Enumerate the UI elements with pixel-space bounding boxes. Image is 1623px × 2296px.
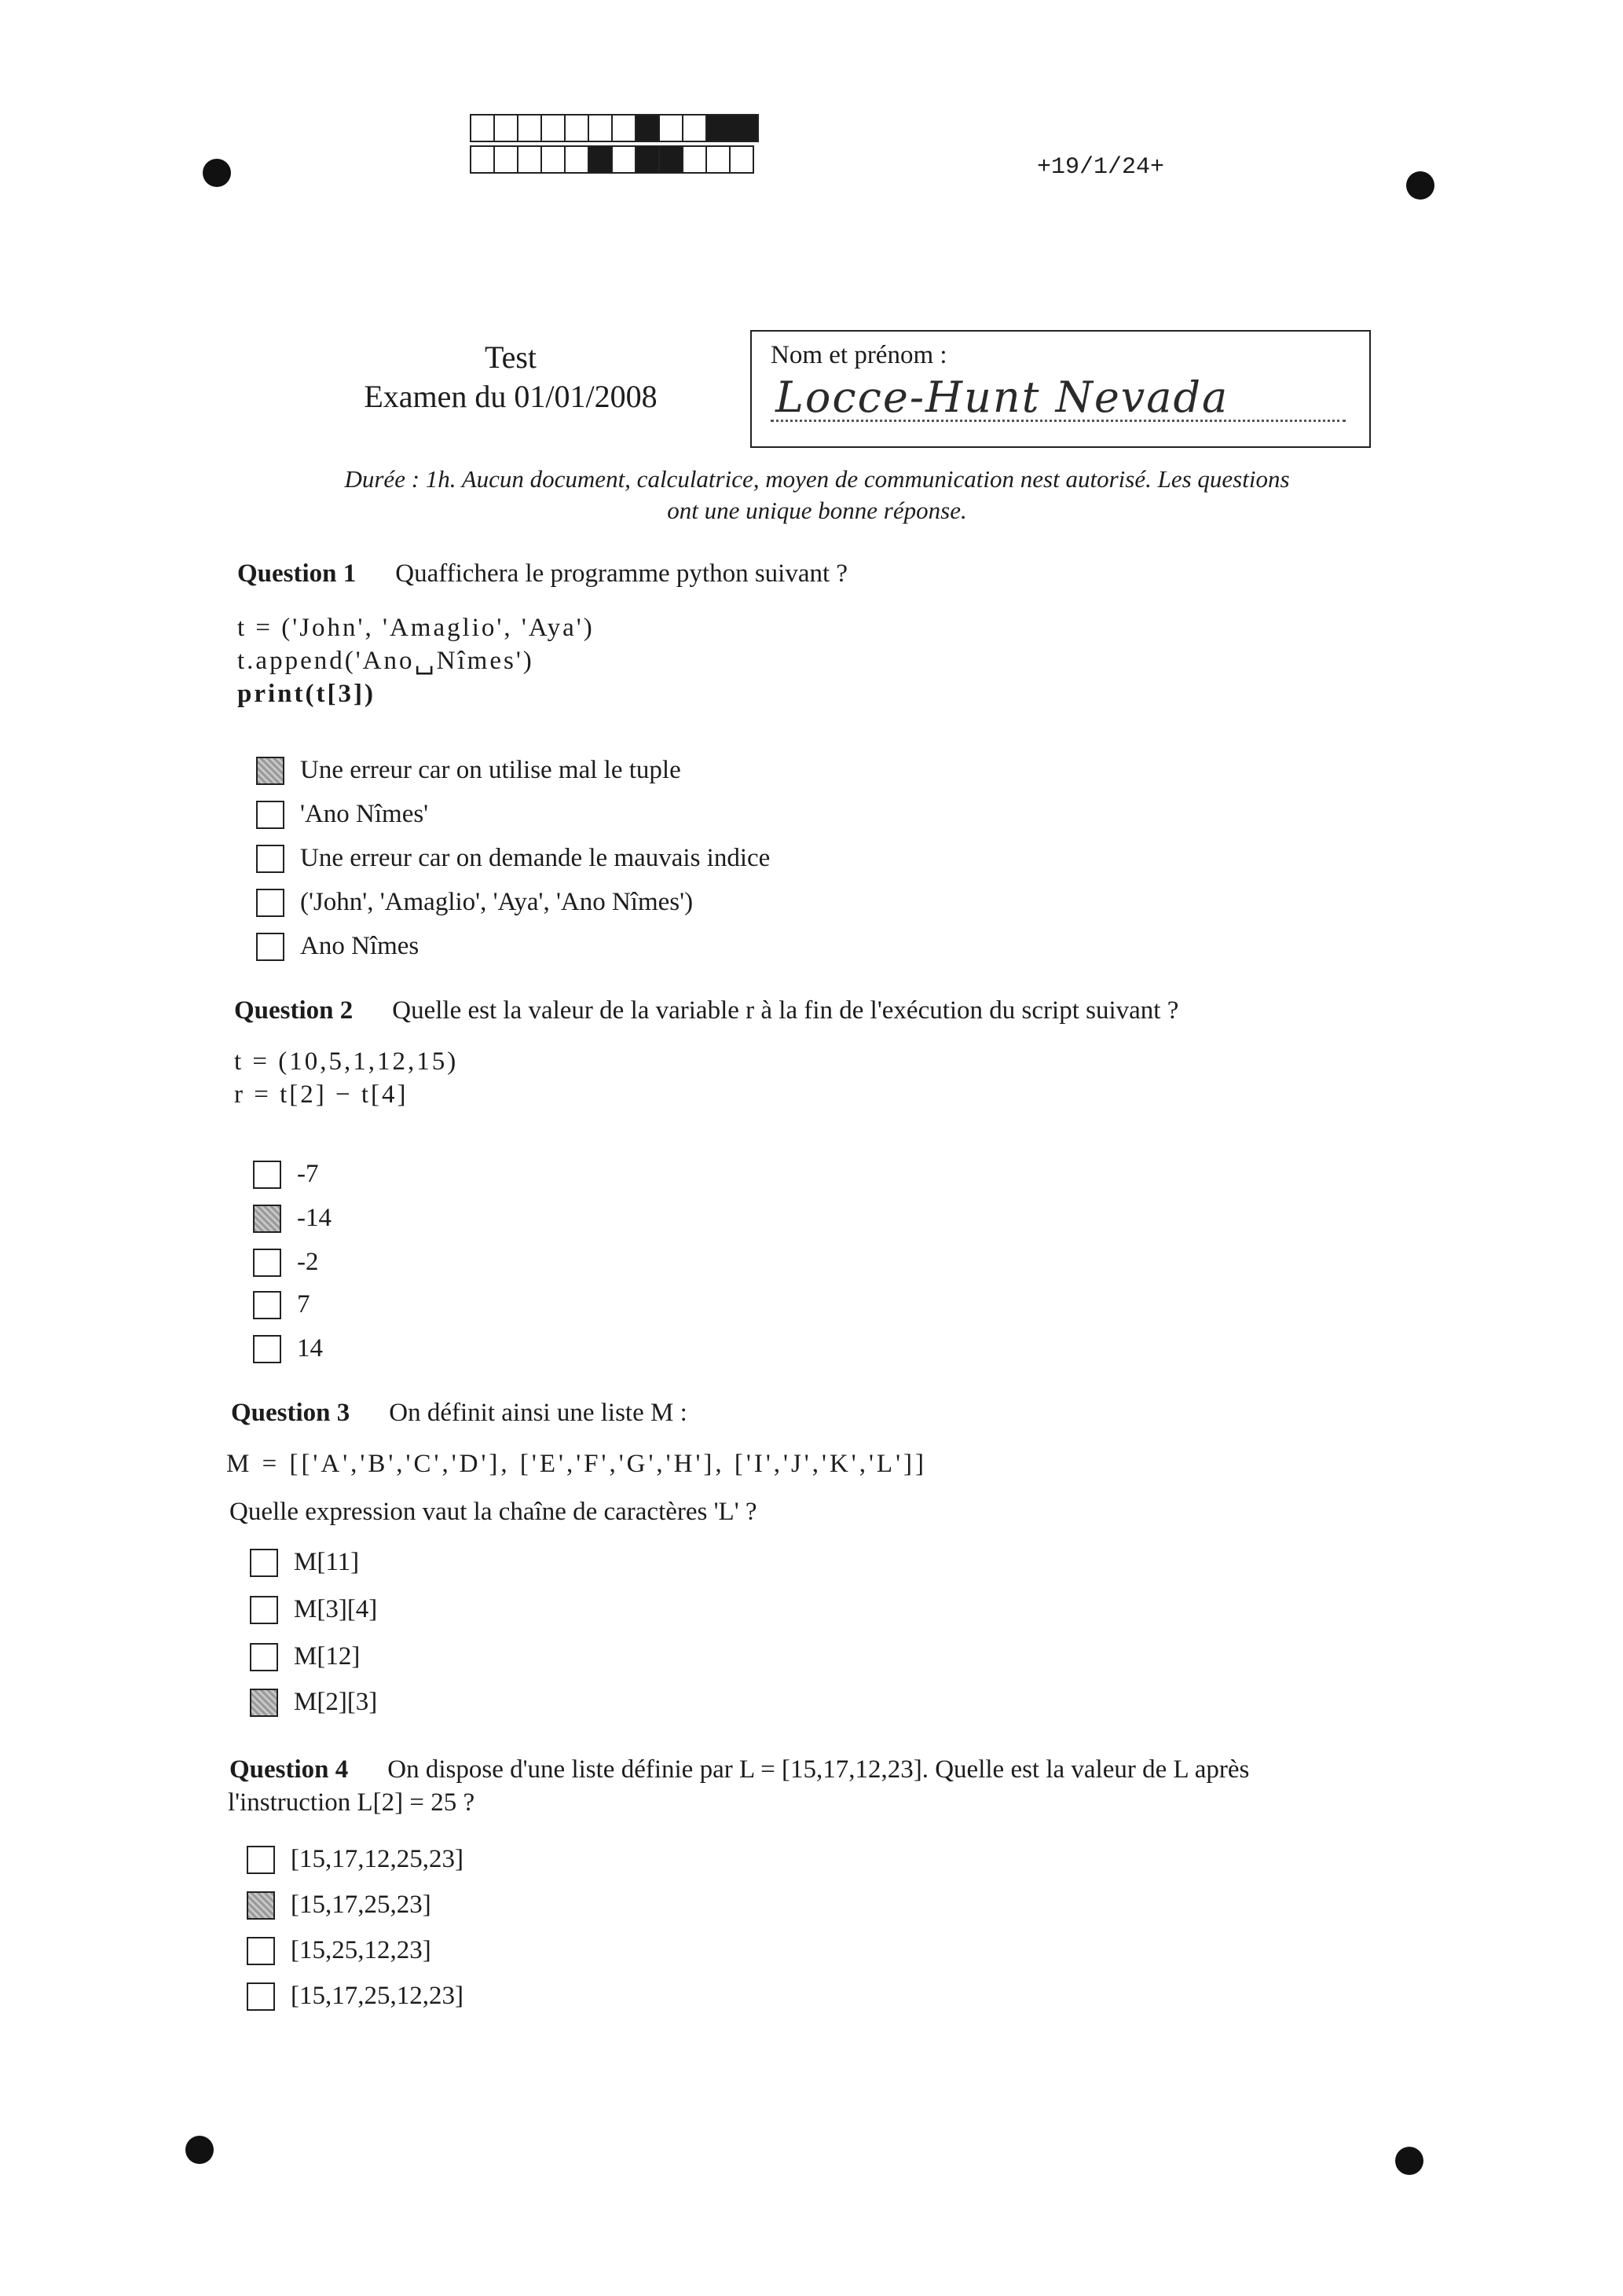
- q1-answer-5[interactable]: [256, 932, 419, 961]
- q2-answer-1[interactable]: [253, 1160, 319, 1189]
- answer-text: [15,17,12,25,23]: [291, 1845, 463, 1873]
- question-4-text-line-2: l'instruction L[2] = 25 ?: [228, 1788, 475, 1817]
- question-2-header: [234, 996, 1178, 1025]
- code-line: r = t[2] − t[4]: [234, 1080, 408, 1109]
- registration-mark-bottom-right: [1395, 2147, 1423, 2175]
- checkbox[interactable]: [256, 889, 284, 917]
- checkbox[interactable]: [247, 1982, 275, 2011]
- q3-answer-3[interactable]: [250, 1642, 360, 1671]
- name-handwritten: Locce-Hunt Nevada: [775, 372, 1229, 422]
- name-box[interactable]: [750, 330, 1371, 448]
- checkbox[interactable]: [253, 1291, 281, 1319]
- exam-title-block: [306, 338, 715, 416]
- checkbox[interactable]: [253, 1249, 281, 1277]
- question-4-text: On dispose d'une liste définie par L = [15,17,12,23]. Quelle est la valeur de L après: [387, 1755, 1250, 1784]
- q4-answer-3[interactable]: [247, 1936, 431, 1965]
- answer-text: 7: [297, 1290, 310, 1319]
- checkbox[interactable]: [247, 1937, 275, 1965]
- code-line: t = ('John', 'Amaglio', 'Aya'): [237, 614, 595, 642]
- q4-answer-4[interactable]: [247, 1982, 463, 2011]
- question-1-text: Quaffichera le programme python suivant ?: [395, 559, 848, 588]
- checkbox-checked[interactable]: [253, 1205, 281, 1233]
- answer-text: [15,25,12,23]: [291, 1936, 431, 1964]
- checkbox[interactable]: [250, 1643, 278, 1671]
- question-3-header: [231, 1399, 687, 1428]
- checkbox-checked[interactable]: [256, 757, 284, 785]
- code-line: M = [['A','B','C','D'], ['E','F','G','H'], ['I','J','K','L']]: [226, 1450, 927, 1478]
- q2-answer-5[interactable]: [253, 1334, 323, 1363]
- q1-answer-1[interactable]: [256, 756, 681, 785]
- exam-date-line: Examen du 01/01/2008: [364, 379, 658, 414]
- q2-answer-4[interactable]: [253, 1290, 310, 1319]
- q1-answer-3[interactable]: [256, 844, 770, 873]
- checkbox-checked[interactable]: [247, 1891, 275, 1920]
- registration-mark-top-right: [1406, 171, 1434, 200]
- checkbox[interactable]: [250, 1549, 278, 1577]
- question-4-label: Question 4: [229, 1755, 349, 1784]
- question-1-label: Question 1: [237, 559, 357, 588]
- question-3-text: On définit ainsi une liste M :: [389, 1399, 687, 1427]
- registration-mark-top-left: [203, 159, 231, 187]
- question-3-code: [226, 1447, 927, 1480]
- checkbox[interactable]: [253, 1161, 281, 1189]
- id-barcode-row-2: [471, 145, 754, 174]
- checkbox[interactable]: [247, 1846, 275, 1874]
- code-line: print(t[3]): [237, 680, 376, 708]
- q2-answer-2[interactable]: [253, 1204, 332, 1233]
- answer-text: M[12]: [294, 1642, 361, 1671]
- instructions-line-1: Durée : 1h. Aucun document, calculatrice, moyen de communication nest autorisé. Les questions: [344, 465, 1290, 493]
- name-dotted-line: [771, 420, 1346, 422]
- exam-title: Test: [484, 339, 537, 375]
- q3-answer-2[interactable]: [250, 1595, 377, 1624]
- code-line: t = (10,5,1,12,15): [234, 1047, 459, 1076]
- checkbox-checked[interactable]: [250, 1689, 278, 1717]
- id-barcode-row-1: [471, 114, 759, 142]
- q3-answer-1[interactable]: [250, 1548, 359, 1577]
- answer-text: M[3][4]: [294, 1595, 378, 1623]
- checkbox[interactable]: [256, 801, 284, 829]
- question-2-label: Question 2: [234, 996, 354, 1025]
- q4-answer-1[interactable]: [247, 1845, 463, 1874]
- answer-text: -7: [297, 1160, 319, 1188]
- answer-text: Une erreur car on utilise mal le tuple: [300, 756, 681, 784]
- answer-text: M[2][3]: [294, 1688, 378, 1716]
- q1-answer-4[interactable]: [256, 888, 693, 917]
- answer-text: -14: [297, 1204, 332, 1232]
- registration-mark-bottom-left: [185, 2136, 214, 2164]
- q1-answer-2[interactable]: [256, 800, 428, 829]
- q2-answer-3[interactable]: [253, 1248, 319, 1277]
- question-1-header: [237, 559, 848, 589]
- page-id: +19/1/24+: [1037, 154, 1165, 181]
- checkbox[interactable]: [250, 1596, 278, 1624]
- q4-answer-2[interactable]: [247, 1891, 431, 1920]
- exam-instructions: [236, 464, 1398, 526]
- checkbox[interactable]: [256, 845, 284, 873]
- answer-text: [15,17,25,12,23]: [291, 1982, 463, 2010]
- question-2-text: Quelle est la valeur de la variable r à la fin de l'exécution du script suivant ?: [392, 996, 1179, 1025]
- instructions-line-2: ont une unique bonne réponse.: [667, 497, 967, 524]
- q3-answer-4[interactable]: [250, 1688, 377, 1717]
- answer-text: -2: [297, 1248, 319, 1276]
- answer-text: 14: [297, 1334, 323, 1363]
- question-3-label: Question 3: [231, 1399, 350, 1427]
- answer-text: M[11]: [294, 1548, 360, 1576]
- answer-text: [15,17,25,23]: [291, 1891, 431, 1919]
- checkbox[interactable]: [256, 933, 284, 961]
- checkbox[interactable]: [253, 1335, 281, 1363]
- question-4-header: [229, 1755, 1249, 1784]
- answer-text: Ano Nîmes: [300, 932, 419, 960]
- question-1-code: [237, 611, 595, 710]
- code-line: t.append('Ano␣Nîmes'): [237, 647, 534, 675]
- answer-text: 'Ano Nîmes': [300, 800, 429, 828]
- question-3-subtext: Quelle expression vaut la chaîne de caractères 'L' ?: [229, 1498, 757, 1526]
- question-2-code: [234, 1045, 458, 1111]
- name-label: Nom et prénom :: [771, 341, 947, 369]
- answer-text: Une erreur car on demande le mauvais indice: [300, 844, 771, 872]
- answer-text: ('John', 'Amaglio', 'Aya', 'Ano Nîmes'): [300, 888, 694, 916]
